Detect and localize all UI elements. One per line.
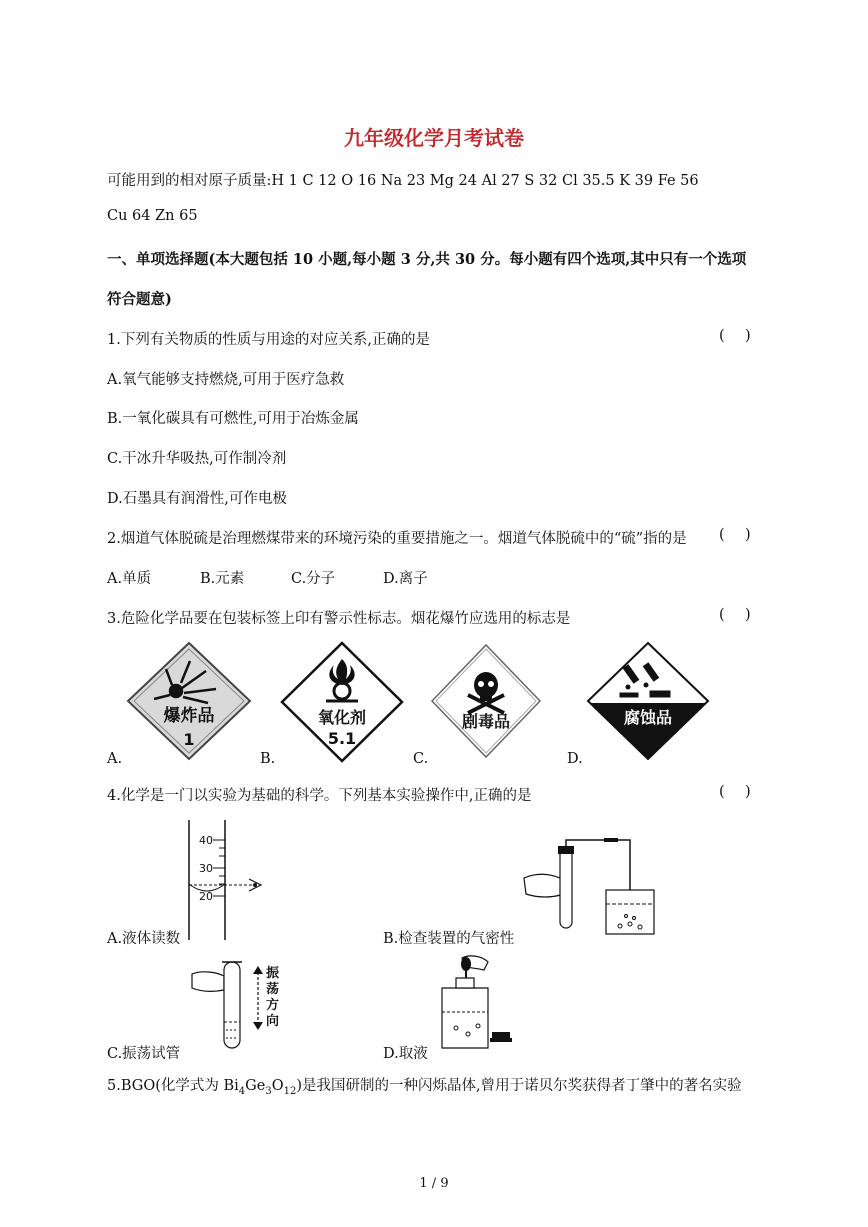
explosive-hazard-sign <box>126 641 252 761</box>
section-heading-line-2: 符合题意) <box>107 291 172 308</box>
sign-a-text: 爆炸品 <box>163 706 215 726</box>
q4-option-d: D.取液 <box>383 1046 428 1062</box>
q3-stem: 3.危险化学品要在包装标签上印有警示性标志。烟花爆竹应选用的标志是 <box>107 611 571 627</box>
q4-option-a: A.液体读数 <box>107 931 181 947</box>
graduated-cylinder-figure <box>185 818 275 943</box>
q2-option-c: C.分子 <box>291 571 336 587</box>
q2-answer-paren: ( ) <box>719 527 751 543</box>
toxic-hazard-sign <box>430 643 542 759</box>
q4-answer-paren: ( ) <box>719 784 751 800</box>
shake-direction-label: 振 荡 方 向 <box>266 966 280 1029</box>
sign-d-text: 腐蚀品 <box>623 708 673 727</box>
cylinder-tick-40: 40 <box>199 834 213 847</box>
page-title: 九年级化学月考试卷 <box>344 126 524 150</box>
airtightness-check-figure <box>520 838 660 938</box>
cylinder-tick-30: 30 <box>199 862 213 875</box>
cylinder-tick-20: 20 <box>199 890 213 903</box>
q2-stem: 2.烟道气体脱硫是治理燃煤带来的环境污染的重要措施之一。烟道气体脱硫中的“硫”指的是 <box>107 531 687 547</box>
oxidizer-hazard-sign <box>280 641 404 763</box>
q2-option-d: D.离子 <box>383 571 428 587</box>
sign-a-number: 1 <box>183 730 195 749</box>
shake-direction-arrow <box>252 966 264 1030</box>
dropper-bulb-icon <box>461 957 471 971</box>
q2-option-a: A.单质 <box>107 571 152 587</box>
dropper-reagent-bottle-figure <box>438 952 518 1052</box>
q3-answer-paren: ( ) <box>719 607 751 623</box>
atomic-mass-line-1: 可能用到的相对原子质量:H 1 C 12 O 16 Na 23 Mg 24 Al 27 S 32 Cl 35.5 K 39 Fe 56 <box>107 173 699 189</box>
q3-option-a: A. <box>107 751 123 767</box>
stopper-icon <box>492 1032 510 1038</box>
hand-icon <box>524 874 564 897</box>
atomic-mass-line-2: Cu 64 Zn 65 <box>107 208 198 224</box>
hand-icon <box>192 972 224 991</box>
q4-option-c: C.振荡试管 <box>107 1046 181 1062</box>
page-number: 1 / 9 <box>419 1176 449 1191</box>
q1-option-b: B.一氧化碳具有可燃性,可用于冶炼金属 <box>107 411 359 427</box>
q3-option-d: D. <box>567 751 583 767</box>
q3-option-b: B. <box>260 751 276 767</box>
q1-stem: 1.下列有关物质的性质与用途的对应关系,正确的是 <box>107 332 430 348</box>
q5-stem: 5.BGO(化学式为 $Bi_4Ge_3O_{12}$)是我国研制的一种闪烁晶体,曾用于诺贝尔奖获得者丁肇中的著名实验 <box>107 1078 742 1097</box>
shaking-test-tube-figure <box>190 960 250 1052</box>
sign-b-text: 氧化剂 <box>317 708 367 727</box>
q1-answer-paren: ( ) <box>719 328 751 344</box>
sign-c-text: 剧毒品 <box>461 712 511 731</box>
sign-b-number: 5.1 <box>327 729 357 748</box>
q1-option-d: D.石墨具有润滑性,可作电极 <box>107 491 287 507</box>
q4-stem: 4.化学是一门以实验为基础的科学。下列基本实验操作中,正确的是 <box>107 788 532 804</box>
q3-option-c: C. <box>413 751 429 767</box>
corrosive-hazard-sign <box>586 641 710 761</box>
q1-option-c: C.干冰升华吸热,可作制冷剂 <box>107 451 287 467</box>
q2-option-b: B.元素 <box>200 571 245 587</box>
section-heading-line-1: 一、单项选择题(本大题包括 10 小题,每小题 3 分,共 30 分。每小题有四个选项,其中只有一个选项 <box>107 251 747 268</box>
q1-option-a: A.氧气能够支持燃烧,可用于医疗急救 <box>107 372 345 388</box>
q4-option-b: B.检查装置的气密性 <box>383 931 515 947</box>
